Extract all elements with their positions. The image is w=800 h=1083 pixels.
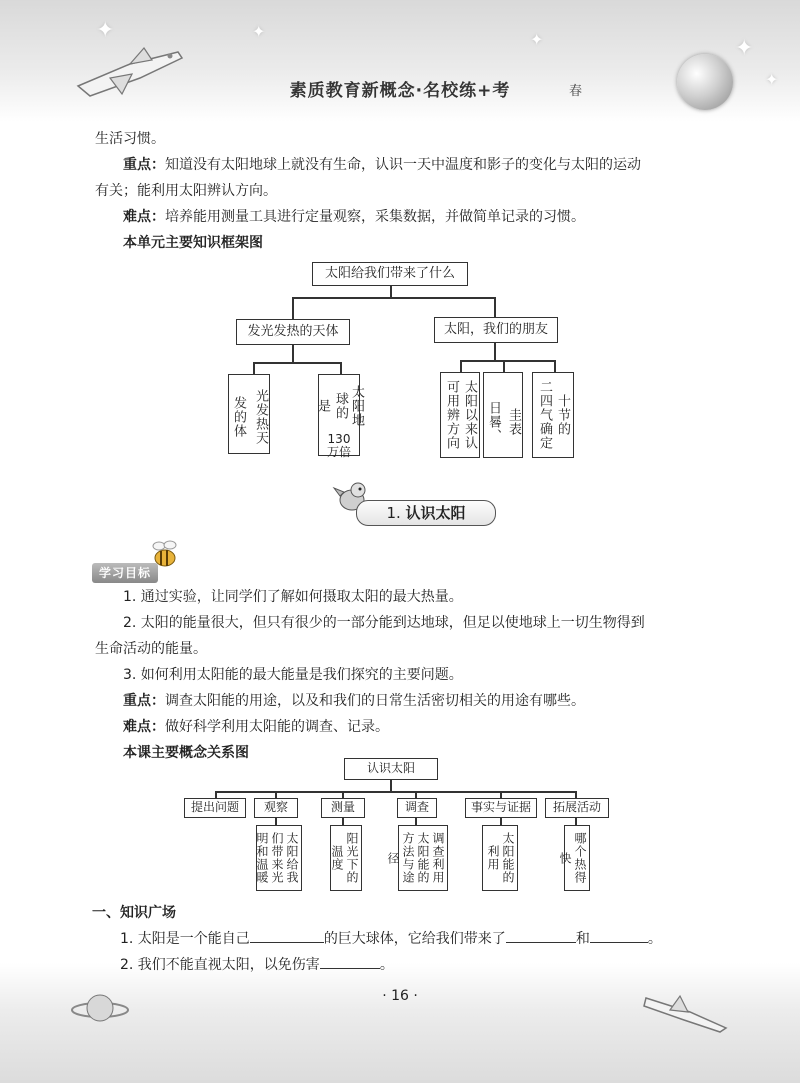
question-1-text: 。 (647, 931, 662, 947)
goal-item-2b: 生命活动的能量。 (95, 641, 207, 657)
question-2-text: 2. 我们不能直视太阳，以免伤害 (120, 957, 320, 973)
star-icon: ✦ (765, 70, 779, 89)
leaf-box-sundial (483, 372, 523, 458)
diff-label: 难点： (123, 719, 165, 735)
leaf-box-luminous (228, 374, 270, 454)
leaf-col: 太阳地球的 (333, 385, 364, 427)
concept-branch-observe: 观察 (254, 798, 298, 818)
concept-branch-extend: 拓展活动 (545, 798, 609, 818)
question-2 (92, 952, 717, 978)
exercise-section-title: 一、知识广场 (92, 905, 176, 921)
page-number: · 16 · (382, 988, 418, 1004)
exercise-block (92, 900, 717, 978)
answer-blank[interactable] (320, 954, 380, 969)
concept-leaf-measure: 阳光下的温度 (330, 825, 362, 891)
connector (494, 343, 496, 361)
leaf-number: 130 (327, 432, 351, 446)
connector (215, 791, 575, 793)
goals-block (95, 584, 720, 766)
difficult-point (95, 204, 720, 230)
unit-left-box: 发光发热的天体 (236, 319, 350, 345)
concept-leaf-observe: 太阳给我们带来光明和温暖 (256, 825, 302, 891)
leaf-box-solar-terms (532, 372, 574, 458)
diff-label: 难点： (123, 209, 165, 225)
concept-branch-measure: 测量 (321, 798, 365, 818)
concept-leaf-extend: 哪个热得快 (564, 825, 590, 891)
intro-line: 生活习惯。 (95, 131, 165, 147)
goal-key (95, 688, 720, 714)
lesson-number: 1. (386, 504, 401, 522)
leaf-col: 是 (315, 399, 330, 413)
concept-leaf-survey: 调查利用太阳能的方法与途径 (398, 825, 448, 891)
unit-right-box: 太阳，我们的朋友 (434, 317, 558, 343)
concept-branch-facts: 事实与证据 (465, 798, 537, 818)
framework-title: 本单元主要知识框架图 (123, 235, 263, 251)
star-icon: ✦ (96, 18, 115, 43)
concept-branch-question: 提出问题 (184, 798, 246, 818)
key-text-2: 有关；能利用太阳辨认方向。 (95, 183, 277, 199)
concept-branch-survey: 调查 (397, 798, 437, 818)
key-label: 重点： (123, 157, 165, 173)
leaf-col: 十节的 (555, 394, 570, 436)
answer-blank[interactable] (590, 928, 648, 943)
lesson-banner (356, 500, 496, 526)
goal-difficult (95, 714, 720, 740)
leaf-col: 太阳以来认 (462, 380, 477, 450)
key-text: 调查太阳能的用途，以及和我们的日常生活密切相关的用途有哪些。 (165, 693, 585, 709)
star-icon: ✦ (252, 22, 266, 41)
answer-blank[interactable] (250, 928, 324, 943)
unit-root-box: 太阳给我们带来了什么 (312, 262, 468, 286)
goal-item-3: 3. 如何利用太阳能的最大能量是我们探究的主要问题。 (123, 667, 463, 683)
leaf-col: 光发热天 (253, 389, 268, 445)
leaf-box-size (315, 374, 364, 459)
learning-goals-tag: 学习目标 (92, 563, 158, 583)
connector (503, 360, 505, 372)
question-1-text: 1. 太阳是一个能自己 (120, 931, 250, 947)
question-1-text: 的巨大球体，它给我们带来了 (323, 931, 506, 947)
key-label: 重点： (123, 693, 165, 709)
intro-block (95, 126, 720, 256)
connector (460, 360, 555, 362)
connector (292, 297, 294, 319)
leaf-col: 二四气确定 (537, 380, 552, 450)
leaf-unit: 万倍 (326, 445, 351, 459)
connector (292, 345, 294, 363)
leaf-col: 日晷、 (486, 401, 501, 443)
connector (494, 297, 496, 317)
key-point (95, 152, 720, 178)
connector (292, 297, 495, 299)
question-1-text: 和 (575, 931, 590, 947)
question-1 (92, 926, 717, 952)
answer-blank[interactable] (506, 928, 576, 943)
connector (460, 360, 462, 372)
goal-item-2a: 2. 太阳的能量很大，但只有很少的一部分能到达地球，但足以使地球上一切生物得到 (123, 615, 645, 631)
diff-text: 培养能用测量工具进行定量观察，采集数据，并做简单记录的习惯。 (165, 209, 585, 225)
leaf-col: 圭表 (506, 408, 521, 436)
goal-item-1: 1. 通过实验，让同学们了解如何摄取太阳的最大热量。 (123, 589, 463, 605)
leaf-col: 可用辨方向 (444, 380, 459, 450)
star-icon: ✦ (735, 36, 754, 61)
star-icon: ✦ (530, 30, 544, 49)
season-label: 春 (569, 84, 583, 99)
lesson-title: 认识太阳 (405, 504, 466, 522)
question-2-text: 。 (379, 957, 394, 973)
page-header-title: 素质教育新概念·名校练+考 (289, 81, 511, 101)
concept-root-box: 认识太阳 (344, 758, 438, 780)
concept-map-title: 本课主要概念关系图 (123, 745, 249, 761)
diff-text: 做好科学利用太阳能的调查、记录。 (165, 719, 389, 735)
connector (554, 360, 556, 372)
concept-leaf-facts: 太阳能的利用 (482, 825, 518, 891)
leaf-box-direction (440, 372, 480, 458)
connector (253, 362, 341, 364)
key-text-1: 知道没有太阳地球上就没有生命，认识一天中温度和影子的变化与太阳的运动 (165, 157, 641, 173)
leaf-col: 发的体 (231, 396, 246, 438)
